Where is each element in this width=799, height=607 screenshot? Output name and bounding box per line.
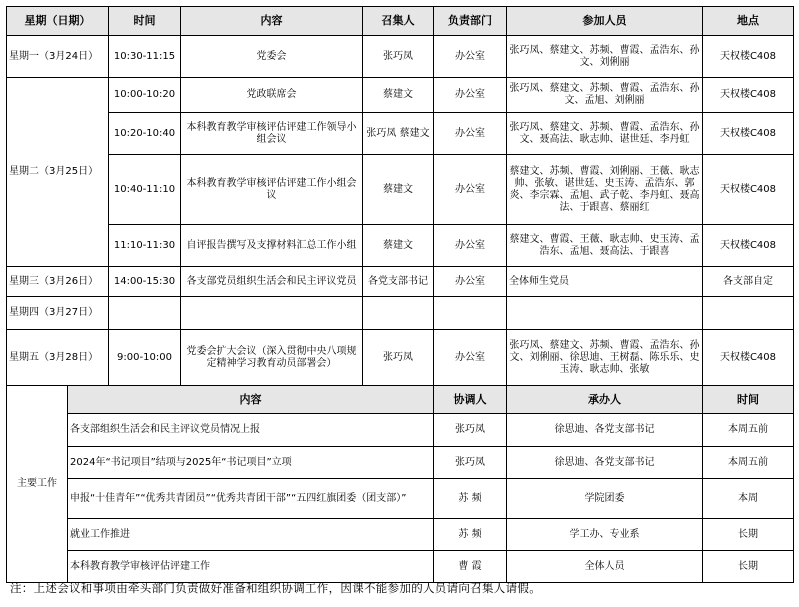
participants-cell bbox=[507, 297, 703, 330]
weekly-schedule-table bbox=[6, 6, 794, 583]
content-cell bbox=[181, 297, 363, 330]
participants-cell: 张巧凤、蔡建文、苏频、曹霞、孟浩东、孙文、刘俐丽、徐思迪、王树磊、陈乐乐、史玉涛、耿志帅、张敏 bbox=[507, 330, 703, 386]
location-cell: 天权楼C408 bbox=[703, 113, 794, 155]
summary-coordinator-cell: 张巧凤 bbox=[434, 414, 507, 447]
location-cell bbox=[703, 297, 794, 330]
content-cell: 各支部党员组织生活会和民主评议党员 bbox=[181, 267, 363, 297]
summary-content-cell: 申报“十佳青年”“优秀共青团员”“优秀共青团干部”“五四红旗团委（团支部）” bbox=[68, 479, 434, 519]
dept-cell: 办公室 bbox=[434, 113, 507, 155]
convener-cell: 各党支部书记 bbox=[363, 267, 434, 297]
day-cell: 星期四（3月27日） bbox=[7, 297, 109, 330]
table-row bbox=[7, 78, 794, 113]
summary-organizer-cell: 学院团委 bbox=[507, 479, 703, 519]
header-convener: 召集人 bbox=[363, 7, 434, 36]
location-cell: 各支部自定 bbox=[703, 267, 794, 297]
convener-cell: 张巧凤 bbox=[363, 36, 434, 78]
dept-cell: 办公室 bbox=[434, 330, 507, 386]
convener-cell: 张巧凤 bbox=[363, 330, 434, 386]
participants-cell: 全体师生党员 bbox=[507, 267, 703, 297]
summary-coordinator-cell: 张巧凤 bbox=[434, 447, 507, 479]
summary-row bbox=[7, 447, 794, 479]
location-cell: 天权楼C408 bbox=[703, 330, 794, 386]
summary-header-time: 时间 bbox=[703, 386, 794, 414]
table-row bbox=[7, 225, 794, 267]
summary-header-row bbox=[7, 386, 794, 414]
summary-row bbox=[7, 519, 794, 551]
location-cell: 天权楼C408 bbox=[703, 36, 794, 78]
day-cell: 星期一（3月24日） bbox=[7, 36, 109, 78]
footer-note: 注：上述会议和事项由牵头部门负责做好准备和组织协调工作，因课不能参加的人员请向召集人请假。 bbox=[10, 581, 541, 595]
content-cell: 本科教育教学审核评估评建工作小组会议 bbox=[181, 155, 363, 225]
time-cell: 10:40-11:10 bbox=[109, 155, 181, 225]
summary-row bbox=[7, 414, 794, 447]
content-cell: 本科教育教学审核评估评建工作领导小组会议 bbox=[181, 113, 363, 155]
summary-header-content: 内容 bbox=[68, 386, 434, 414]
summary-section-label: 主要工作 bbox=[7, 386, 68, 583]
participants-cell: 张巧凤、蔡建文、苏频、曹霞、孟浩东、孙文、聂高法、耿志帅、谌世廷、李丹虹 bbox=[507, 113, 703, 155]
content-cell: 党委会扩大会议（深入贯彻中央八项规定精神学习教育动员部署会） bbox=[181, 330, 363, 386]
location-cell: 天权楼C408 bbox=[703, 78, 794, 113]
time-cell bbox=[109, 297, 181, 330]
dept-cell: 办公室 bbox=[434, 155, 507, 225]
header-content: 内容 bbox=[181, 7, 363, 36]
header-location: 地点 bbox=[703, 7, 794, 36]
header-row bbox=[7, 7, 794, 36]
summary-coordinator-cell: 曹 霞 bbox=[434, 551, 507, 583]
summary-row bbox=[7, 551, 794, 583]
summary-content-cell: 就业工作推进 bbox=[68, 519, 434, 551]
summary-content-cell: 2024年“书记项目”结项与2025年“书记项目”立项 bbox=[68, 447, 434, 479]
participants-cell: 蔡建文、苏频、曹霞、刘俐丽、王薇、耿志帅、张敏、谌世廷、史玉涛、孟浩东、郭炎、李宗霖、孟旭、武子乾、李丹虹、聂高法、于跟喜、蔡丽红 bbox=[507, 155, 703, 225]
summary-content-cell: 本科教育教学审核评估评建工作 bbox=[68, 551, 434, 583]
table-row bbox=[7, 36, 794, 78]
table-row bbox=[7, 267, 794, 297]
location-cell: 天权楼C408 bbox=[703, 225, 794, 267]
location-cell: 天权楼C408 bbox=[703, 155, 794, 225]
time-cell: 10:00-10:20 bbox=[109, 78, 181, 113]
convener-cell bbox=[363, 297, 434, 330]
header-time: 时间 bbox=[109, 7, 181, 36]
summary-row bbox=[7, 479, 794, 519]
content-cell: 自评报告撰写及支撑材料汇总工作小组 bbox=[181, 225, 363, 267]
header-day: 星期（日期） bbox=[7, 7, 109, 36]
dept-cell bbox=[434, 297, 507, 330]
summary-organizer-cell: 学工办、专业系 bbox=[507, 519, 703, 551]
content-cell: 党政联席会 bbox=[181, 78, 363, 113]
convener-cell: 蔡建文 bbox=[363, 225, 434, 267]
participants-cell: 蔡建文、曹霞、王薇、耿志帅、史玉涛、孟浩东、孟旭、聂高法、于跟喜 bbox=[507, 225, 703, 267]
dept-cell: 办公室 bbox=[434, 78, 507, 113]
dept-cell: 办公室 bbox=[434, 36, 507, 78]
time-cell: 10:20-10:40 bbox=[109, 113, 181, 155]
table-row bbox=[7, 155, 794, 225]
content-cell: 党委会 bbox=[181, 36, 363, 78]
summary-coordinator-cell: 苏 频 bbox=[434, 479, 507, 519]
summary-organizer-cell: 徐思迪、各党支部书记 bbox=[507, 447, 703, 479]
summary-time-cell: 长期 bbox=[703, 519, 794, 551]
summary-time-cell: 本周五前 bbox=[703, 414, 794, 447]
summary-time-cell: 本周五前 bbox=[703, 447, 794, 479]
day-cell: 星期三（3月26日） bbox=[7, 267, 109, 297]
convener-cell: 蔡建文 bbox=[363, 155, 434, 225]
header-participants: 参加人员 bbox=[507, 7, 703, 36]
time-cell: 11:10-11:30 bbox=[109, 225, 181, 267]
dept-cell: 办公室 bbox=[434, 225, 507, 267]
summary-time-cell: 长期 bbox=[703, 551, 794, 583]
summary-organizer-cell: 全体人员 bbox=[507, 551, 703, 583]
convener-cell: 张巧凤 蔡建文 bbox=[363, 113, 434, 155]
participants-cell: 张巧凤、蔡建文、苏频、曹霞、孟浩东、孙文、刘俐丽 bbox=[507, 36, 703, 78]
summary-coordinator-cell: 苏 频 bbox=[434, 519, 507, 551]
table-row bbox=[7, 330, 794, 386]
summary-header-coordinator: 协调人 bbox=[434, 386, 507, 414]
dept-cell: 办公室 bbox=[434, 267, 507, 297]
day-cell: 星期二（3月25日） bbox=[7, 78, 109, 267]
time-cell: 9:00-10:00 bbox=[109, 330, 181, 386]
summary-content-cell: 各支部组织生活会和民主评议党员情况上报 bbox=[68, 414, 434, 447]
header-dept: 负责部门 bbox=[434, 7, 507, 36]
participants-cell: 张巧凤、蔡建文、苏频、曹霞、孟浩东、孙文、孟旭、刘俐丽 bbox=[507, 78, 703, 113]
convener-cell: 蔡建文 bbox=[363, 78, 434, 113]
summary-header-organizer: 承办人 bbox=[507, 386, 703, 414]
summary-organizer-cell: 徐思迪、各党支部书记 bbox=[507, 414, 703, 447]
table-row bbox=[7, 297, 794, 330]
table-row bbox=[7, 113, 794, 155]
day-cell: 星期五（3月28日） bbox=[7, 330, 109, 386]
time-cell: 14:00-15:30 bbox=[109, 267, 181, 297]
time-cell: 10:30-11:15 bbox=[109, 36, 181, 78]
summary-time-cell: 本周 bbox=[703, 479, 794, 519]
